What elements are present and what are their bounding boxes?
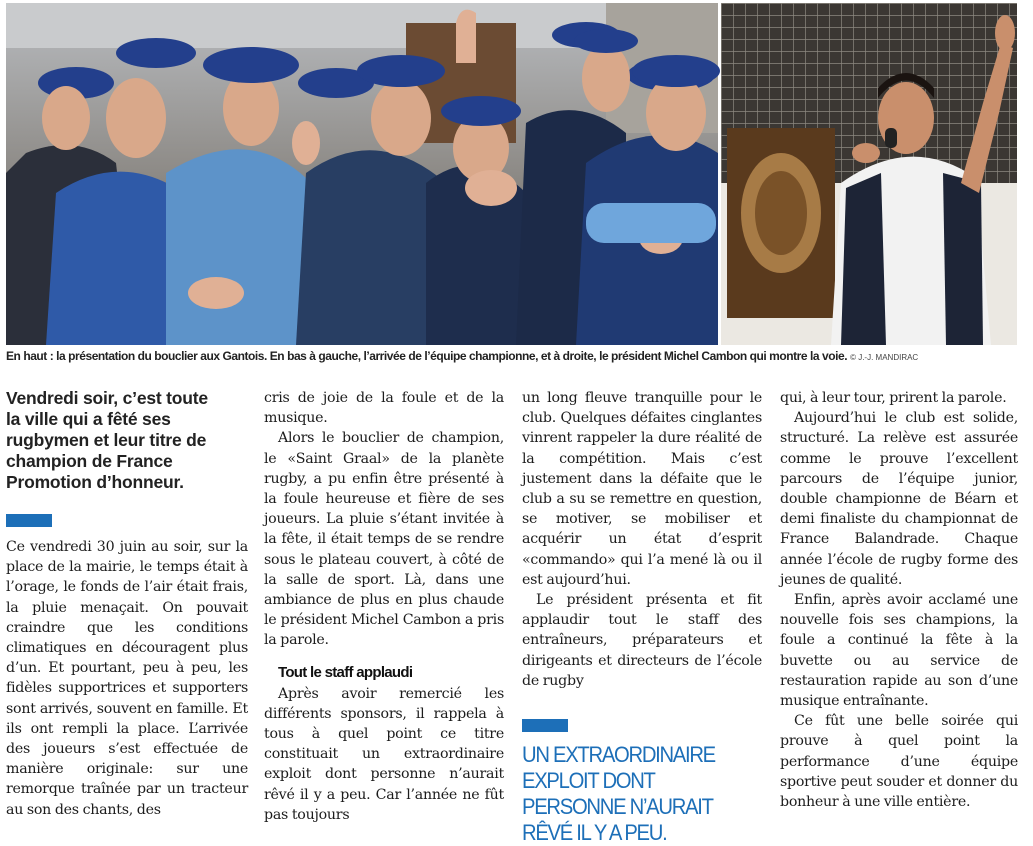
paragraph: Le président présenta et fit applaudir tout le staff des entraîneurs, préparateurs et dirigeants et directeurs de l’école de rugby (522, 592, 762, 689)
paragraph: Aujourd’hui le club est solide, structuré. La relève est assurée comme le prouve l’excellent parcours de l’équipe junior, double championne de Béarn et demi finaliste du championnat de France Balandrade. Chaque année l’école de rugby forme des jeunes de qualité. (780, 410, 1018, 588)
section-subhead: Tout le staff applaudi (278, 663, 413, 681)
paragraph: Enfin, après avoir acclamé une nouvelle fois ses champions, la foule a continué la fête à la buvette ou au service de restauration rapide au son d’une musique entraînante. (780, 592, 1018, 710)
crowd-photo-icon (6, 3, 718, 345)
accent-bar (522, 719, 568, 732)
president-speaking-photo (721, 3, 1017, 345)
article-lead: Vendredi soir, c’est toute la ville qui a fêté ses rugbymen et leur titre de champion de France Promotion d’honneur. (6, 388, 208, 492)
accent-bar (6, 514, 52, 527)
column-3 (522, 388, 762, 846)
pull-quote: UN EXTRAORDINAIRE EXPLOIT DONT PERSONNE N’AURAIT RÊVÉ IL Y A PEU. (522, 742, 715, 846)
paragraph: Après avoir remercié les différents sponsors, il rappela à tous à quel point ce titre constituait un extraordinaire exploit dont personne n’aurait rêvé il y a peu. Car l’année ne fût pas toujours (264, 685, 504, 823)
paragraph: qui, à leur tour, prirent la parole. (780, 390, 1007, 406)
paragraph: un long fleuve tranquille pour le club. Quelques défaites cinglantes vinrent rappeler la dure réalité de la compétition. Mais c’est justement dans la défaite que le club a su se remettre en question, se motiver, se mobiliser et acquérir un état d’esprit «commando» qui l’a mené là ou il est aujourd’hui. (522, 390, 762, 588)
team-arrival-photo (6, 3, 718, 345)
paragraph: Ce fût une belle soirée qui prouve à quel point la performance d’une équipe sportive peut souder et donner du bonheur à une ville entière. (780, 713, 1018, 811)
photo-caption (6, 349, 1021, 367)
caption-text: En haut : la présentation du bouclier aux Gantois. En bas à gauche, l’arrivée de l’équipe championne, et à droite, le président Michel Cambon qui montre la voie. (6, 349, 848, 363)
paragraph: cris de joie de la foule et de la musique. (264, 390, 504, 427)
column-4 (780, 388, 1018, 812)
paragraph: Ce vendredi 30 juin au soir, sur la place de la mairie, le temps était à l’orage, le fonds de l’air était frais, la pluie menaçait. On pouvait craindre que les conditions climatiques en découragent plus d’un. Et pourtant, peu à peu, les fidèles supportrices et supporters sont arrivés, souvent en famille. Et ils ont rempli la place. L’arrivée des joueurs s’est effectuée de manière originale: sur une remorque traînée par un tracteur au son des chants, des (6, 539, 248, 818)
column-1 (6, 388, 248, 820)
column-2 (264, 388, 504, 825)
speaker-photo-icon (721, 3, 1017, 345)
paragraph: Alors le bouclier de champion, le «Saint Graal» de la planète rugby, a pu enfin être présenté à la foule heureuse et fière de ses joueurs. La pluie s’étant invitée à la fête, il était temps de se rendre sous le plateau couvert, à côté de la salle de sport. Là, dans une ambiance de plus en plus chaude le président Michel Cambon a pris la parole. (264, 430, 504, 649)
photo-credit: © J.-J. MANDIRAC (850, 353, 919, 362)
